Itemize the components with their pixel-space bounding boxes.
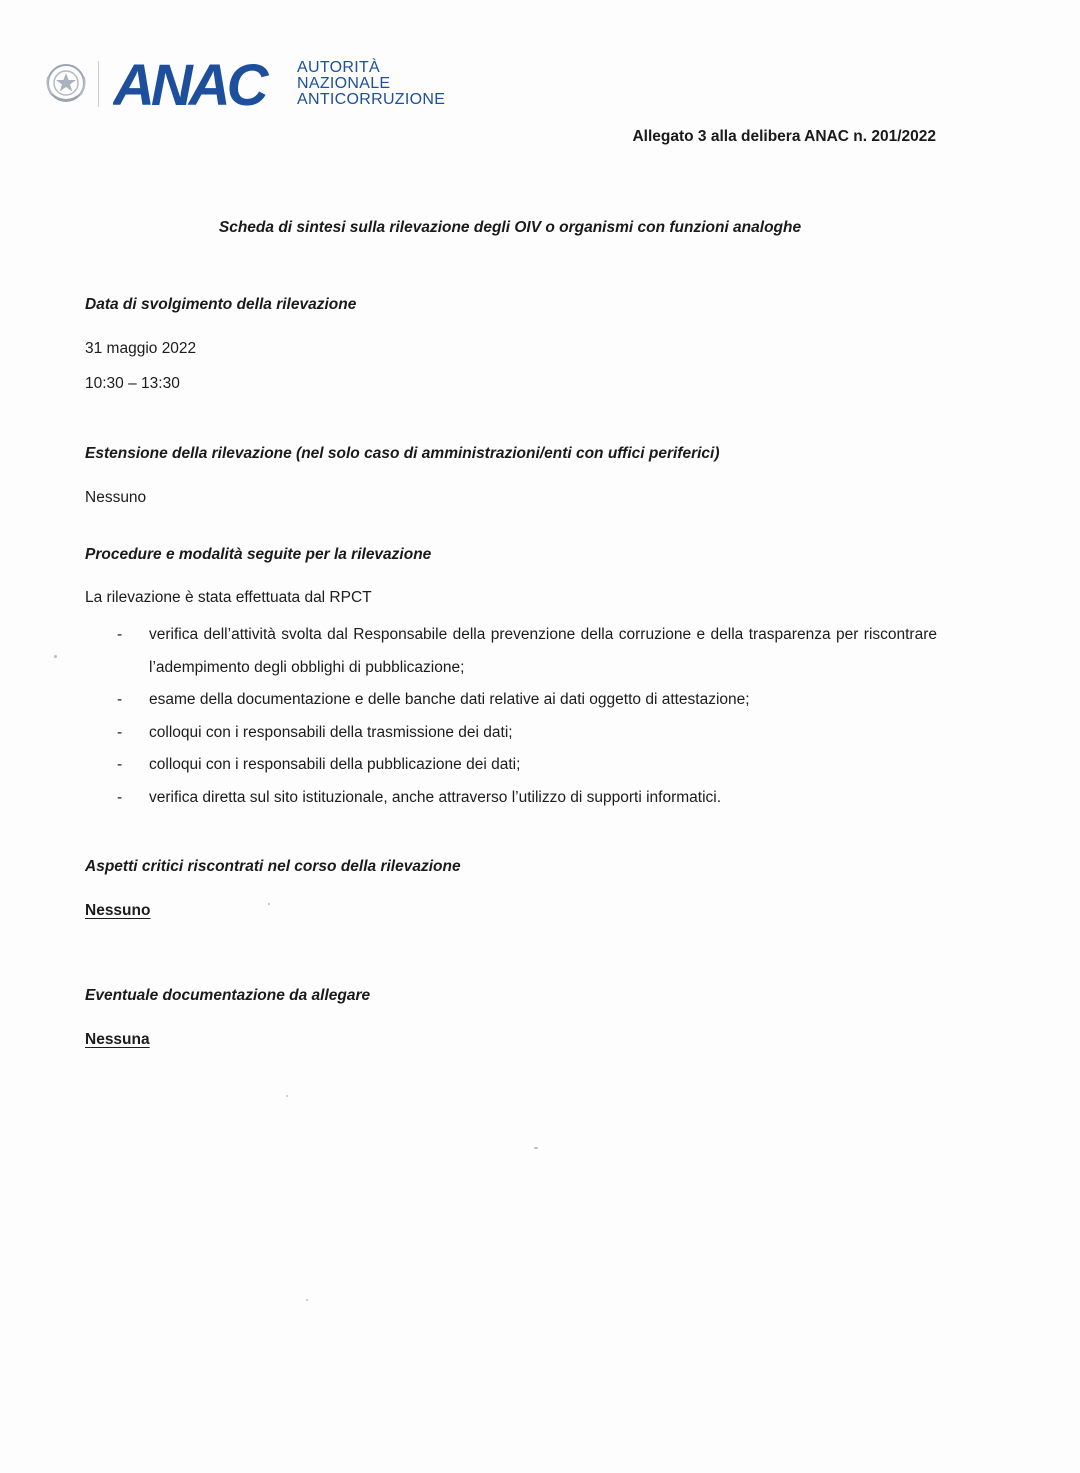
list-item-text: verifica dell’attività svolta dal Responsabile della prevenzione della corruzione e della trasparenza per riscontrare l’adempimento degli obblighi di pubblicazione; [149,626,937,676]
documentazione-value: Nessuna [85,1031,150,1048]
bullet-marker: - [117,626,123,643]
header-logo [44,54,445,114]
list-item [85,684,937,717]
anac-logo-mark [113,58,291,110]
list-item [85,782,937,815]
survey-date: 31 maggio 2022 [85,340,197,357]
authority-name [297,60,445,108]
list-item-text: esame della documentazione e delle banche dati relative ai dati oggetto di attestazione; [149,691,750,708]
italian-republic-emblem-icon [44,59,88,109]
allegato-reference: Allegato 3 alla delibera ANAC n. 201/2022 [632,128,936,145]
authority-name-line-2: NAZIONALE [297,75,391,92]
scan-speck [286,1095,288,1097]
list-item [85,717,937,750]
estensione-value: Nessuno [85,489,147,506]
section-heading-aspetti: Aspetti critici riscontrati nel corso della rilevazione [85,858,461,875]
aspetti-value: Nessuno [85,902,151,919]
section-heading-data: Data di svolgimento della rilevazione [85,296,357,313]
scan-speck [54,655,57,658]
section-heading-procedure: Procedure e modalità seguite per la rilevazione [85,546,432,563]
bullet-marker: - [117,788,123,806]
list-item [85,619,937,684]
list-item-text: colloqui con i responsabili della trasmissione dei dati; [149,723,513,741]
scan-speck [306,1299,308,1301]
document-title: Scheda di sintesi sulla rilevazione degli OIV o organismi con funzioni analoghe [218,219,802,236]
anac-logo-text: ANAC [113,58,265,110]
authority-name-line-3: ANTICORRUZIONE [297,91,446,108]
section-heading-documentazione: Eventuale documentazione da allegare [85,987,371,1004]
bullet-marker: - [117,691,123,708]
scan-speck [534,1147,538,1149]
procedure-intro: La rilevazione è stata effettuata dal RPCT [85,589,372,606]
list-item [85,749,937,782]
list-item-text: verifica diretta sul sito istituzionale, anche attraverso l’utilizzo di supporti informatici. [149,788,722,806]
procedure-list [85,619,937,814]
header-divider [98,61,99,107]
list-item-text: colloqui con i responsabili della pubblicazione dei dati; [149,756,521,773]
bullet-marker: - [117,723,123,741]
bullet-marker: - [117,756,123,773]
scan-speck [268,903,270,905]
section-heading-estensione: Estensione della rilevazione (nel solo caso di amministrazioni/enti con uffici periferici) [85,445,720,462]
survey-time: 10:30 – 13:30 [85,375,180,392]
authority-name-line-1: AUTORITÀ [297,59,381,76]
